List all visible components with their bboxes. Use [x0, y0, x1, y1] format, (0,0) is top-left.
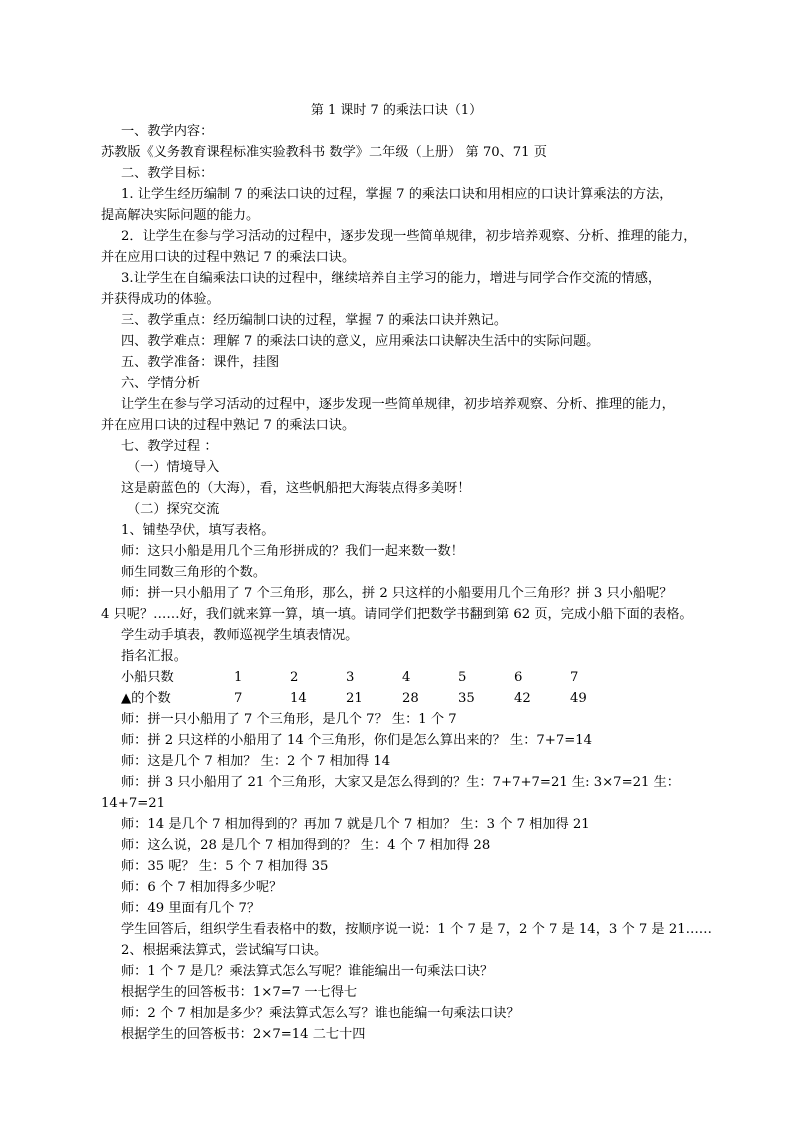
document-body — [101, 121, 712, 1045]
text-line: 四、教学难点：理解 7 的乘法口诀的意义，应用乘法口诀解决生活中的实际问题。 — [121, 334, 600, 349]
text-line: （一）情境导入 — [127, 460, 220, 475]
text-line: 七、教学过程 ： — [121, 439, 218, 454]
table-cell: 35 — [458, 691, 475, 706]
text-line: 这是蔚蓝色的（大海），看，这些帆船把大海装点得多美呀！ — [121, 481, 471, 496]
text-line: 师：6 个 7 相加得多少呢？ — [121, 880, 283, 895]
text-line: 根据学生的回答板书：1×7=7 一七得七 — [121, 985, 358, 1000]
table-cell: 14 — [290, 691, 307, 706]
text-line: 一、教学内容： — [121, 124, 214, 139]
text-line: 师生同数三角形的个数。 — [121, 565, 267, 580]
text-line: 4 只呢？……好，我们就来算一算，填一填。请同学们把数学书翻到第 62 页，完成小船下面的表格。 — [101, 607, 693, 622]
text-line: 师：49 里面有几个 7？ — [121, 901, 261, 916]
text-line: 1. 让学生经历编制 7 的乘法口诀的过程，掌握 7 的乘法口诀和用相应的口诀计算乘法的方法， — [121, 187, 673, 202]
table-cell: 28 — [402, 691, 419, 706]
text-line: 14+7=21 — [101, 796, 166, 811]
text-line: 并在应用口诀的过程中熟记 7 的乘法口诀。 — [101, 418, 356, 433]
text-line: 师：拼一只小船用了 7 个三角形，是几个 7？ 生：1 个 7 — [121, 712, 457, 727]
text-line: 并获得成功的体验。 — [101, 292, 220, 307]
text-line: 师：1 个 7 是几？乘法算式怎么写呢？谁能编出一句乘法口诀？ — [121, 964, 494, 979]
text-line: 师：35 呢？ 生：5 个 7 相加得 35 — [121, 859, 329, 874]
text-line: 2、根据乘法算式，尝试编写口诀。 — [121, 943, 328, 958]
text-line: 让学生在参与学习活动的过程中，逐步发现一些简单规律，初步培养观察、分析、推理的能力， — [121, 397, 675, 412]
table-cell: 3 — [346, 670, 355, 685]
text-line: 1、铺垫孕伏，填写表格。 — [121, 523, 275, 538]
table-cell: 4 — [402, 670, 411, 685]
text-line: （二）探究交流 — [127, 502, 220, 517]
lesson-title: 第 1 课时 7 的乘法口诀（1） — [310, 103, 483, 118]
table-row-label: 小船只数 — [121, 670, 174, 685]
text-line: 师：拼 2 只这样的小船用了 14 个三角形，你们是怎么算出来的？ 生：7+7=14 — [121, 733, 593, 748]
table-cell: 1 — [234, 670, 243, 685]
text-line: 师：拼一只小船用了 7 个三角形，那么，拼 2 只这样的小船要用几个三角形？拼 3 只小船呢？ — [121, 586, 673, 601]
text-line: 师：14 是几个 7 相加得到的？再加 7 就是几个 7 相加？ 生：3 个 7 相加得 21 — [121, 817, 590, 832]
text-line: 师：这么说，28 是几个 7 相加得到的？ 生：4 个 7 相加得 28 — [121, 838, 491, 853]
text-line: 并在应用口诀的过程中熟记 7 的乘法口诀。 — [101, 250, 356, 265]
table-cell: 2 — [290, 670, 299, 685]
text-line: 六、学情分析 — [121, 376, 201, 391]
text-line: 师：这是几个 7 相加？ 生：2 个 7 相加得 14 — [121, 754, 391, 769]
text-line: 根据学生的回答板书：2×7=14 二七十四 — [121, 1027, 366, 1042]
text-line: 学生回答后，组织学生看表格中的数，按顺序说一说：1 个 7 是 7，2 个 7 是 14，3 个 7 是 21…… — [121, 922, 712, 937]
text-line: 苏教版《义务教育课程标准实验教科书 数学》二年级（上册） 第 70、71 页 — [101, 145, 547, 160]
table-cell: 7 — [570, 670, 579, 685]
text-line: 二、教学目标： — [121, 166, 214, 181]
text-line: 2．让学生在参与学习活动的过程中，逐步发现一些简单规律，初步培养观察、分析、推理的能力， — [121, 229, 697, 244]
table-cell: 49 — [570, 691, 587, 706]
text-line: 师：这只小船是用几个三角形拼成的？我们一起来数一数！ — [121, 544, 464, 559]
table-cell: 21 — [346, 691, 363, 706]
text-line: 师：2 个 7 相加是多少？乘法算式怎么写？谁也能编一句乘法口诀？ — [121, 1006, 520, 1021]
text-line: 五、教学准备：课件，挂图 — [121, 355, 280, 370]
body-section-a — [101, 121, 696, 667]
text-line: 学生动手填表，教师巡视学生填表情况。 — [121, 628, 359, 643]
body-section-b — [101, 709, 712, 1045]
text-line: 指名汇报。 — [121, 649, 187, 664]
table-row-boats — [101, 667, 696, 688]
table-cell: 6 — [514, 670, 523, 685]
table-cell: 5 — [458, 670, 467, 685]
text-line: 三、教学重点：经历编制口诀的过程，掌握 7 的乘法口诀并熟记。 — [121, 313, 508, 328]
text-line: 3.让学生在自编乘法口诀的过程中，继续培养自主学习的能力，增进与同学合作交流的情感， — [121, 271, 662, 286]
text-line: 师：拼 3 只小船用了 21 个三角形，大家又是怎么得到的？生：7+7+7=21 生: 3×7=21 生： — [121, 775, 680, 790]
text-line: 提高解决实际问题的能力。 — [101, 208, 260, 223]
table-row-label: ▲的个数 — [121, 691, 171, 706]
table-cell: 7 — [234, 691, 243, 706]
table-row-triangles — [101, 688, 696, 709]
table-cell: 42 — [514, 691, 531, 706]
